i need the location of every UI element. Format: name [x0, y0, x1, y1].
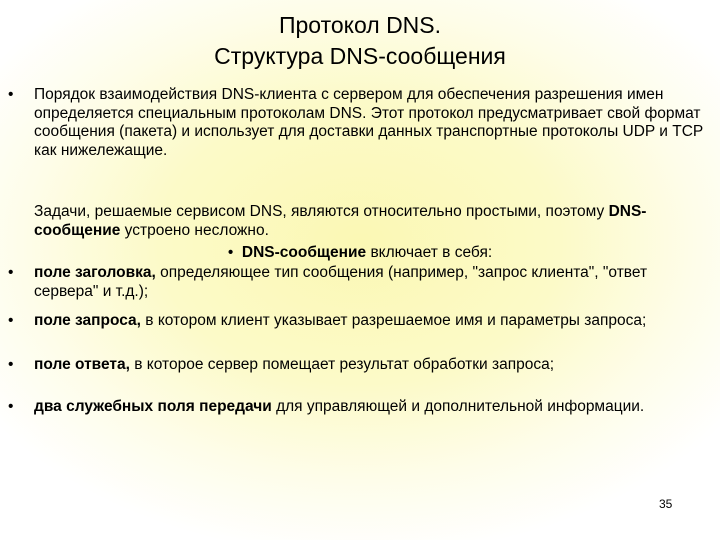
includes-line	[0, 244, 720, 263]
includes-bullet: •	[227, 244, 234, 261]
bullet-intro: •	[8, 86, 14, 103]
list-item-text: для управляющей и дополнительной информации.	[271, 398, 645, 415]
bullet-item-2: •	[8, 312, 14, 329]
bullet-item-3: •	[8, 356, 14, 373]
list-item	[34, 312, 710, 331]
intro-paragraph: Порядок взаимодействия DNS-клиента с сервером для обеспечения разрешения имен определяется специальным протоколам DNS. Этот протокол предусматривает свой формат сообщения (пакета) и использует для доставки данных транспортные протоколы UDP и TCP как нижележащие.	[34, 86, 703, 159]
tasks-paragraph	[34, 203, 710, 240]
tasks-suffix: устроено несложно.	[120, 221, 269, 239]
list-item-text: в которое сервер помещает результат обработки запроса;	[129, 356, 555, 373]
page-number: 35	[659, 497, 673, 511]
list-item-bold: поле запроса,	[34, 312, 141, 329]
includes-bold: DNS-сообщение	[241, 244, 367, 261]
tasks-prefix: Задачи, решаемые сервисом DNS, являются относительно простыми, поэтому	[34, 203, 609, 220]
list-item-text: определяющее тип сообщения (например, "запрос клиента", "ответ сервера" и т.д.);	[34, 264, 648, 300]
list-item-text: в котором клиент указывает разрешаемое имя и параметры запроса;	[140, 312, 647, 329]
slide-title	[0, 10, 720, 72]
list-item	[34, 398, 710, 417]
list-item-bold: поле ответа,	[34, 356, 130, 373]
includes-suffix: включает в себя:	[366, 244, 493, 261]
bullet-item-4: •	[8, 398, 14, 415]
list-item-bold: поле заголовка,	[34, 264, 156, 281]
bullet-item-1: •	[8, 264, 14, 281]
list-item	[34, 356, 710, 375]
title-line-2: Структура DNS-сообщения	[214, 43, 506, 69]
tasks-bold: DNS-сообщение	[34, 203, 647, 239]
title-line-1: Протокол DNS.	[278, 12, 442, 38]
list-item	[34, 264, 710, 301]
list-item-bold: два служебных поля передачи	[34, 398, 272, 415]
